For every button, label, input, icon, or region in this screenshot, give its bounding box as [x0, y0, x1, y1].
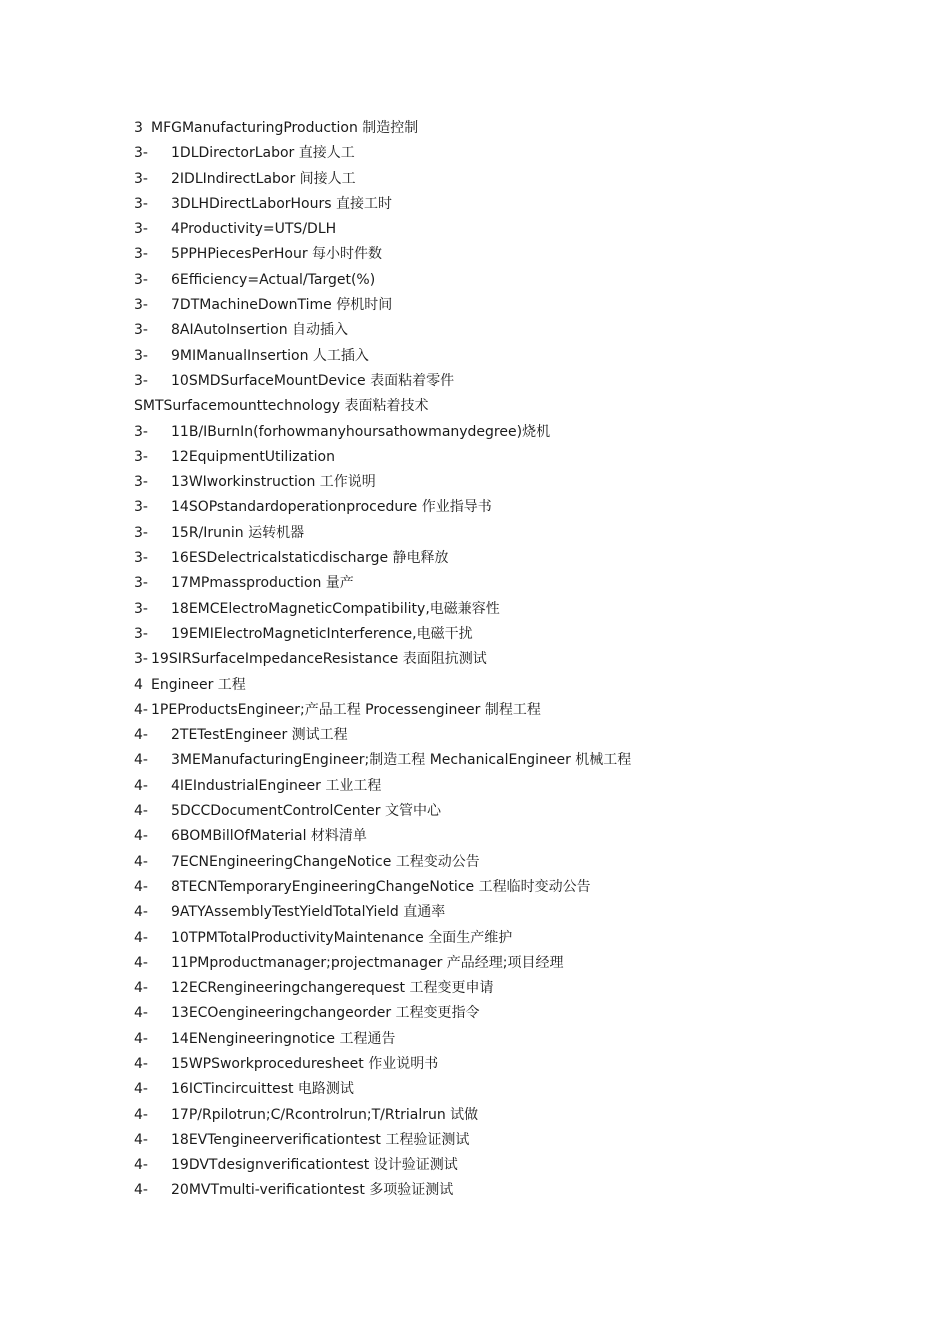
glossary-line [134, 470, 914, 495]
glossary-line [134, 192, 914, 217]
line-text: 1DLDirectorLabor 直接人工 [171, 145, 355, 162]
line-text: 8TECNTemporaryEngineeringChangeNotice 工程临时变动公告 [171, 878, 591, 895]
glossary-line [134, 723, 914, 748]
glossary-line [134, 1052, 914, 1077]
line-text: 18EMCElectroMagneticCompatibility,电磁兼容性 [171, 600, 500, 617]
line-prefix: 4 [134, 676, 143, 693]
line-prefix: 3- [134, 271, 148, 288]
glossary-line [134, 698, 914, 723]
line-text: 11B/IBurnIn(forhowmanyhoursathowmanydegree)烧机 [171, 423, 551, 440]
line-text: 14SOPstandardoperationprocedure 作业指导书 [171, 499, 492, 516]
line-text: SMTSurfacemounttechnology 表面粘着技术 [134, 398, 429, 415]
line-text: 10TPMTotalProductivityMaintenance 全面生产维护 [171, 929, 513, 946]
line-text: 7ECNEngineeringChangeNotice 工程变动公告 [171, 853, 480, 870]
line-text: 17P/Rpilotrun;C/Rcontrolrun;T/Rtrialrun 试做 [171, 1106, 479, 1123]
glossary-line [134, 344, 914, 369]
glossary-line [134, 394, 914, 419]
glossary-line [134, 521, 914, 546]
line-text: 19DVTdesignverificationtest 设计验证测试 [171, 1157, 458, 1174]
line-prefix: 3- [134, 195, 148, 212]
line-prefix: 3- [134, 297, 148, 314]
glossary-line [134, 1027, 914, 1052]
line-prefix: 4- [134, 1157, 148, 1174]
glossary-line [134, 268, 914, 293]
glossary-line [134, 850, 914, 875]
line-prefix: 3- [134, 448, 148, 465]
line-text: 9ATYAssemblyTestYieldTotalYield 直通率 [171, 904, 446, 921]
line-prefix: 3- [134, 145, 148, 162]
line-prefix: 3- [134, 372, 148, 389]
line-text: 20MVTmulti-verificationtest 多项验证测试 [171, 1182, 454, 1199]
line-prefix: 4- [134, 904, 148, 921]
glossary-line [134, 217, 914, 242]
glossary-line [134, 1077, 914, 1102]
line-prefix: 4- [134, 777, 148, 794]
line-prefix: 3- [134, 550, 148, 567]
line-prefix: 3- [134, 170, 148, 187]
line-prefix: 4- [134, 853, 148, 870]
glossary-line [134, 622, 914, 647]
line-text: 18EVTengineerverificationtest 工程验证测试 [171, 1131, 470, 1148]
line-prefix: 4- [134, 878, 148, 895]
line-prefix: 4- [134, 954, 148, 971]
line-prefix: 4- [134, 929, 148, 946]
line-text: 7DTMachineDownTime 停机时间 [171, 297, 393, 314]
line-prefix: 4- [134, 1005, 148, 1022]
line-prefix: 3- [134, 221, 148, 238]
glossary-line [134, 1103, 914, 1128]
line-prefix: 3 [134, 120, 143, 136]
line-text: 17MPmassproduction 量产 [171, 575, 354, 592]
glossary-line [134, 774, 914, 799]
glossary-list [134, 116, 914, 1204]
glossary-line [134, 748, 914, 773]
glossary-line [134, 824, 914, 849]
line-text: 3MEManufacturingEngineer;制造工程 MechanicalEngineer 机械工程 [171, 752, 632, 769]
line-prefix: 4- [134, 803, 148, 820]
glossary-line [134, 647, 914, 672]
line-prefix: 4- [134, 1182, 148, 1199]
glossary-line [134, 293, 914, 318]
line-prefix: 3- [134, 651, 148, 668]
line-text: 3DLHDirectLaborHours 直接工时 [171, 195, 392, 212]
line-text: 4IEIndustrialEngineer 工业工程 [171, 777, 382, 794]
line-text: 12ECRengineeringchangerequest 工程变更申请 [171, 980, 494, 997]
glossary-line [134, 1153, 914, 1178]
line-text: MFGManufacturingProduction 制造控制 [151, 120, 419, 136]
line-text: 14ENengineeringnotice 工程通告 [171, 1030, 396, 1047]
line-prefix: 3- [134, 423, 148, 440]
glossary-line [134, 546, 914, 571]
line-prefix: 3- [134, 524, 148, 541]
line-text: 5PPHPiecesPerHour 每小时件数 [171, 246, 383, 263]
glossary-line [134, 495, 914, 520]
glossary-line [134, 900, 914, 925]
glossary-line [134, 799, 914, 824]
line-text: 11PMproductmanager;projectmanager 产品经理;项目经理 [171, 954, 564, 971]
line-text: 2TETestEngineer 测试工程 [171, 727, 348, 744]
glossary-line [134, 673, 914, 698]
glossary-line [134, 369, 914, 394]
line-prefix: 4- [134, 1106, 148, 1123]
line-prefix: 3- [134, 347, 148, 364]
glossary-line [134, 1178, 914, 1203]
line-prefix: 3- [134, 322, 148, 339]
line-prefix: 4- [134, 752, 148, 769]
line-text: 15WPSworkproceduresheet 作业说明书 [171, 1055, 439, 1072]
line-prefix: 3- [134, 600, 148, 617]
glossary-line [134, 318, 914, 343]
line-text: 5DCCDocumentControlCenter 文管中心 [171, 803, 441, 820]
glossary-line [134, 167, 914, 192]
glossary-line [134, 926, 914, 951]
glossary-line [134, 420, 914, 445]
glossary-line [134, 951, 914, 976]
glossary-line [134, 141, 914, 166]
line-text: 16ICTincircuittest 电路测试 [171, 1081, 354, 1098]
line-text: 10SMDSurfaceMountDevice 表面粘着零件 [171, 372, 455, 389]
line-prefix: 4- [134, 828, 148, 845]
line-prefix: 4- [134, 980, 148, 997]
glossary-line [134, 571, 914, 596]
line-text: 15R/Irunin 运转机器 [171, 524, 305, 541]
line-text: 4Productivity=UTS/DLH [171, 221, 337, 238]
glossary-line [134, 445, 914, 470]
glossary-line [134, 1128, 914, 1153]
line-prefix: 4- [134, 1081, 148, 1098]
line-text: 16ESDelectricalstaticdischarge 静电释放 [171, 550, 449, 567]
glossary-line [134, 242, 914, 267]
glossary-line [134, 976, 914, 1001]
line-text: 13ECOengineeringchangeorder 工程变更指令 [171, 1005, 480, 1022]
line-prefix: 3- [134, 246, 148, 263]
line-prefix: 3- [134, 499, 148, 516]
line-prefix: 4- [134, 727, 148, 744]
glossary-line [134, 1001, 914, 1026]
line-text: 19EMIElectroMagneticInterference,电磁干扰 [171, 625, 473, 642]
glossary-line [134, 116, 914, 141]
line-prefix: 4- [134, 1030, 148, 1047]
line-prefix: 4- [134, 701, 148, 718]
line-text: 13WIworkinstruction 工作说明 [171, 474, 376, 491]
line-text: 2IDLIndirectLabor 间接人工 [171, 170, 356, 187]
line-text: 1PEProductsEngineer;产品工程 Processengineer 制程工程 [151, 701, 541, 718]
line-prefix: 4- [134, 1131, 148, 1148]
glossary-line [134, 875, 914, 900]
line-text: 9MIManualInsertion 人工插入 [171, 347, 369, 364]
line-text: 12EquipmentUtilization [171, 448, 335, 465]
line-prefix: 3- [134, 474, 148, 491]
line-prefix: 3- [134, 625, 148, 642]
line-text: 6Efficiency=Actual/Target(%) [171, 271, 376, 288]
line-text: Engineer 工程 [151, 676, 246, 693]
glossary-line [134, 597, 914, 622]
line-text: 8AIAutoInsertion 自动插入 [171, 322, 349, 339]
line-text: 19SIRSurfaceImpedanceResistance 表面阻抗测试 [151, 651, 487, 668]
line-prefix: 4- [134, 1055, 148, 1072]
line-text: 6BOMBillOfMaterial 材料清单 [171, 828, 367, 845]
line-prefix: 3- [134, 575, 148, 592]
